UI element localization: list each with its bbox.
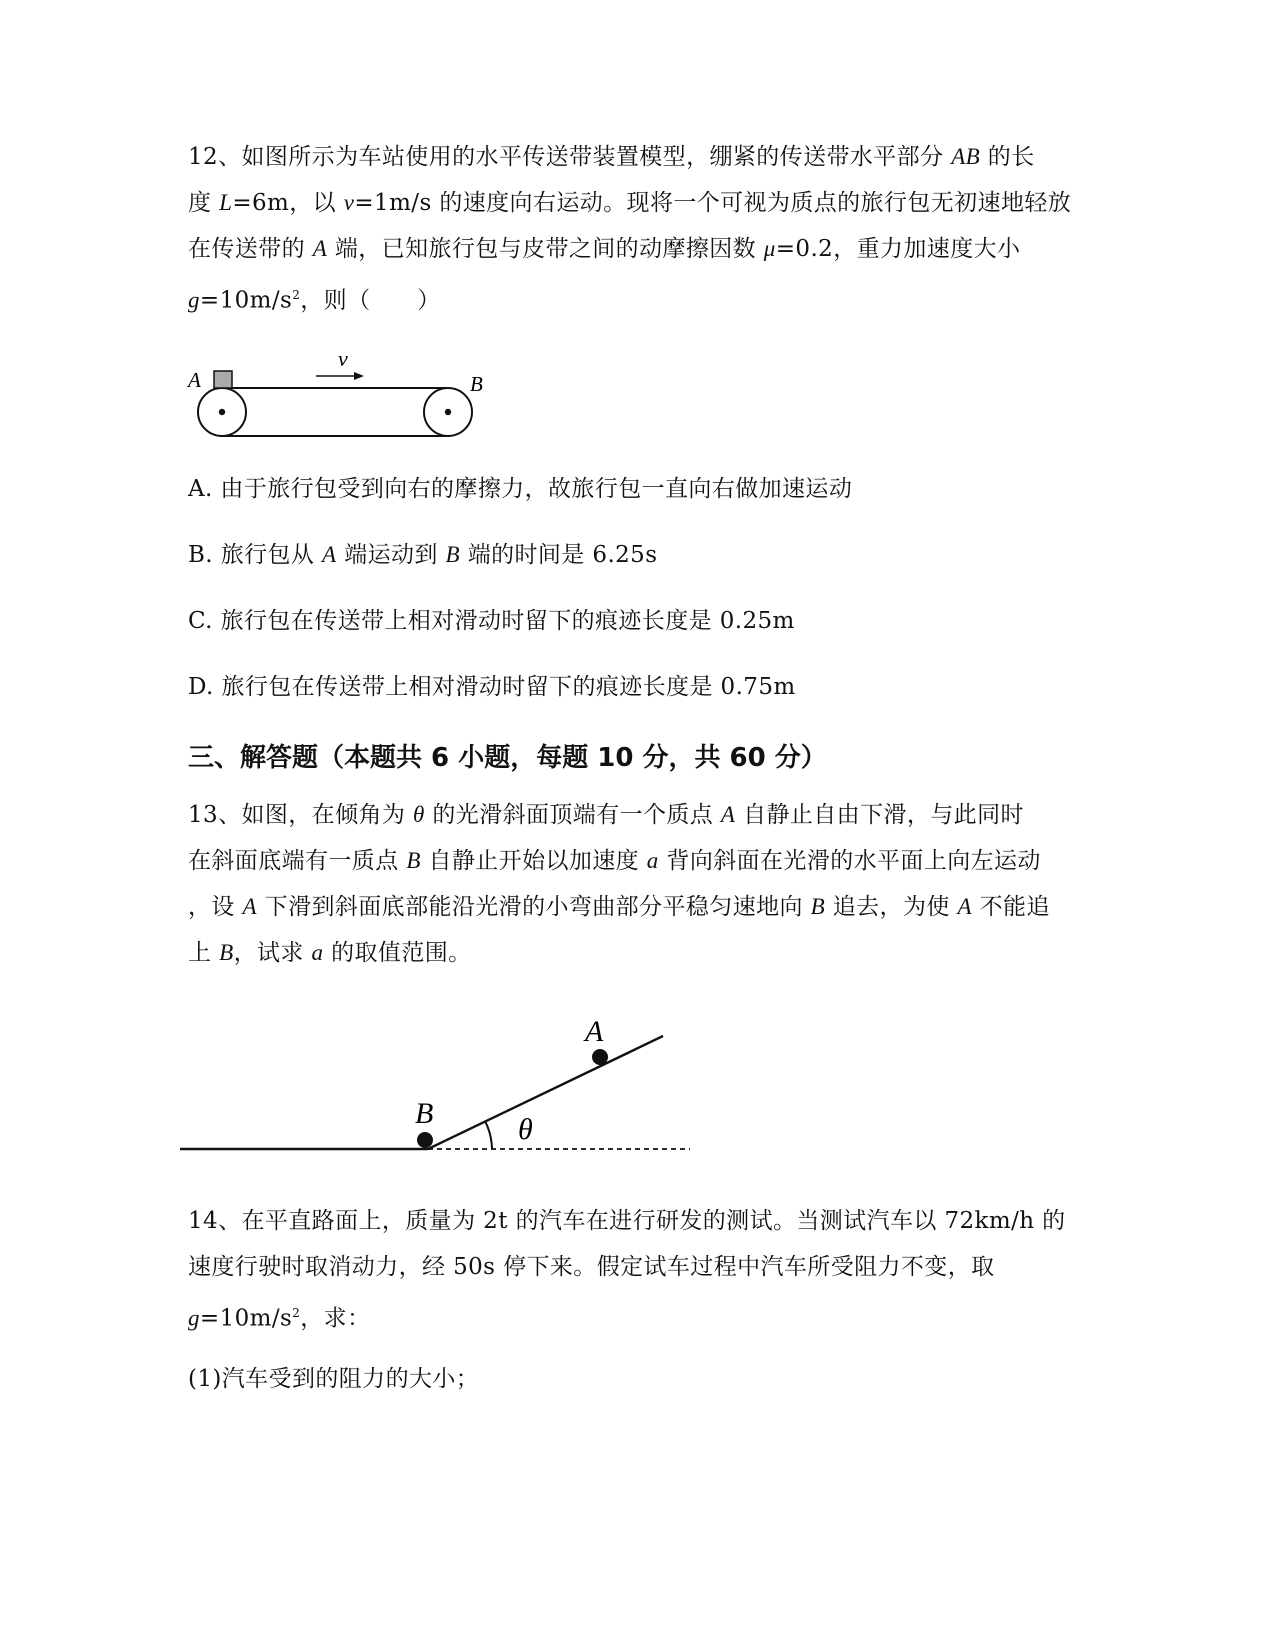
luggage-box [214,371,232,388]
q12-number: 12、 [188,144,242,170]
q12-line-3: 在传送带的 A 端，已知旅行包与皮带之间的动摩擦因数 μ=0.2，重力加速度大小 [188,236,1021,262]
q12-line-4: $g=10m/s^2$，则（ ） [188,287,441,314]
axle-left [219,409,225,415]
q13-line-1: 13、如图，在倾角为 θ 的光滑斜面顶端有一个质点 A 自静止自由下滑，与此同时 [188,802,1024,828]
q14-number: 14、 [188,1208,242,1234]
option-a: A. 由于旅行包受到向右的摩擦力，故旅行包一直向右做加速运动 [188,476,853,502]
axle-right [445,409,451,415]
angle-arc [485,1121,492,1149]
velocity-arrowhead [354,372,364,380]
label-b: B [415,1097,434,1130]
q14-line-3: $g=10m/s^2$，求： [188,1305,371,1332]
q14-line-2: 速度行驶时取消动力，经 50s 停下来。假定试车过程中汽车所受阻力不变，取 [188,1254,995,1280]
q14-sub-question-1: (1)汽车受到的阻力的大小； [188,1366,480,1392]
q13-line-2: 在斜面底端有一质点 B 自静止开始以加速度 a 背向斜面在光滑的水平面上向左运动 [188,848,1041,874]
option-b: B. 旅行包从 A 端运动到 B 端的时间是 6.25s [188,542,658,568]
section-heading: 三、解答题（本题共 6 小题，每题 10 分，共 60 分） [188,743,827,773]
q12-line-2: 度 L=6m，以 v=1m/s 的速度向右运动。现将一个可视为质点的旅行包无初速地轻放 [188,190,1072,216]
q13-number: 13、 [188,802,242,828]
label-a: A [188,368,201,392]
option-d: D. 旅行包在传送带上相对滑动时留下的痕迹长度是 0.75m [188,674,796,700]
q14-line-1: 14、在平直路面上，质量为 2t 的汽车在进行研发的测试。当测试汽车以 72km/h 的 [188,1208,1066,1234]
q13-line-4: 上 B，试求 a 的取值范围。 [188,940,472,966]
label-v: v [338,346,348,371]
conveyor-belt-figure [180,340,510,450]
label-a: A [585,1015,604,1048]
option-c: C. 旅行包在传送带上相对滑动时留下的痕迹长度是 0.25m [188,608,795,634]
point-a [592,1049,608,1065]
label-b: B [470,372,483,396]
point-b [417,1132,433,1148]
incline-line [428,1036,663,1149]
q12-line-1: 12、如图所示为车站使用的水平传送带装置模型，绷紧的传送带水平部分 AB 的长 [188,144,1035,170]
q13-line-3: ，设 A 下滑到斜面底部能沿光滑的小弯曲部分平稳匀速地向 B 追去，为使 A 不能追 [188,894,1050,920]
label-theta: θ [518,1113,533,1146]
incline-figure [175,1005,705,1165]
